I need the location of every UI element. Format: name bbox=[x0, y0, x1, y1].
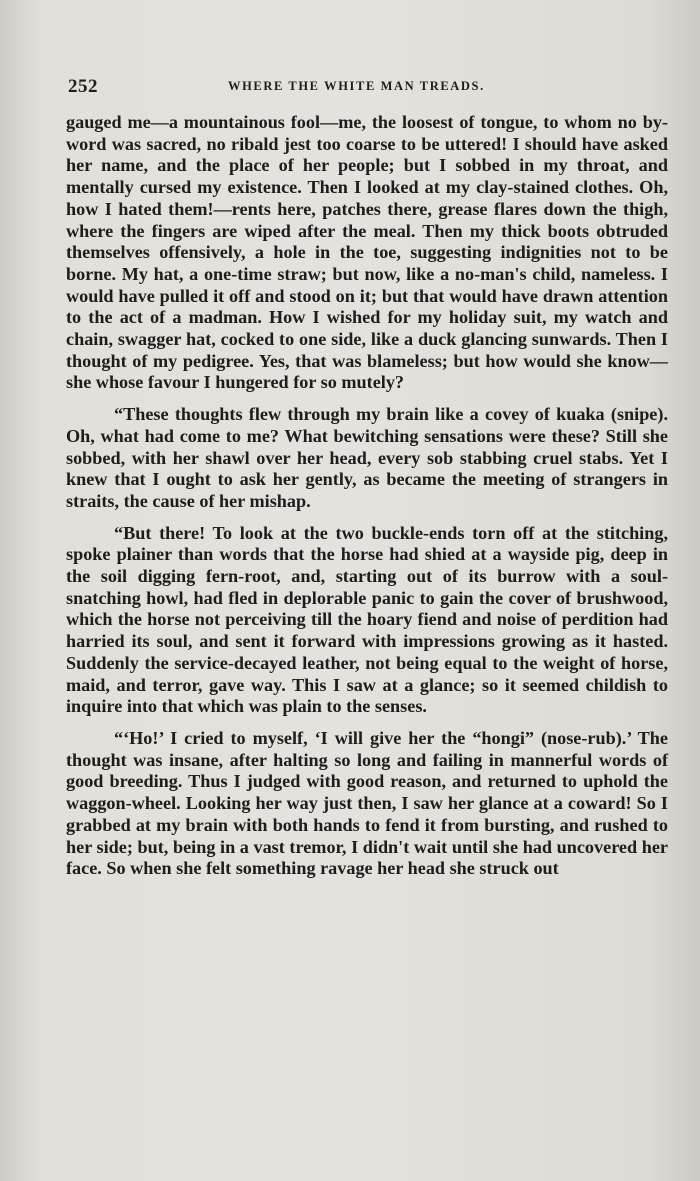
paragraph: “But there! To look at the two buckle-ends torn off at the stitching, spoke plainer than words that the horse had shied at a wayside pig, deep in the soil digging fern-root, and, starting out of its burrow with a soul-snatching howl, had fled in deplorable panic to gain the cover of brushwood, which the horse not perceiving till the hoary fiend and noise of perdition had harried its soul, and sent it forward with impressions growing as it hasted. Suddenly the service-decayed leather, not being equal to the weight of horse, maid, and terror, gave way. This I saw at a glance; so it seemed childish to inquire into that which was plain to the senses. bbox=[66, 522, 668, 717]
paragraph-continuation: gauged me—a mountainous fool—me, the loosest of tongue, to whom no by-word was sacred, no ribald jest too coarse to be uttered! I should have asked her name, and the place of her people; but I sobbed in my throat, and mentally cursed my existence. Then I looked at my clay-stained clothes. Oh, how I hated them!—rents here, patches there, grease flares down the thigh, where the fingers are wiped after the meal. Then my thick boots obtruded themselves offensively, a hole in the toe, suggesting indignities not to be borne. My hat, a one-time straw; but now, like a no-man's child, nameless. I would have pulled it off and stood on it; but that would have drawn attention to the act of a madman. How I wished for my holiday suit, my watch and chain, swagger hat, cocked to one side, like a duck glancing sunwards. Then I thought of my pedigree. Yes, that was blameless; but how would she know—she whose favour I hungered for so mutely? bbox=[66, 112, 668, 393]
paragraph: “‘Ho!’ I cried to myself, ‘I will give her the “hongi” (nose-rub).’ The thought was insane, after halting so long and failing in mannerful words of good breeding. Thus I judged with good reason, and returned to uphold the waggon-wheel. Looking her way just then, I saw her glance at a coward! So I grabbed at my brain with both hands to fend it from bursting, and rushed to her side; but, being in a vast tremor, I didn't wait until she had uncovered her face. So when she felt something ravage her head she struck out bbox=[66, 727, 668, 879]
page-header bbox=[68, 76, 668, 100]
paragraph: “These thoughts flew through my brain like a covey of kuaka (snipe). Oh, what had come to me? What bewitching sensations were these? Still she sobbed, with her shawl over her head, every sob stabbing cruel stabs. Yet I knew that I ought to ask her gently, as became the meeting of strangers in straits, the cause of her mishap. bbox=[66, 404, 668, 511]
running-title: WHERE THE WHITE MAN TREADS. bbox=[228, 79, 485, 93]
body-text bbox=[66, 112, 668, 880]
page-number: 252 bbox=[68, 76, 98, 97]
